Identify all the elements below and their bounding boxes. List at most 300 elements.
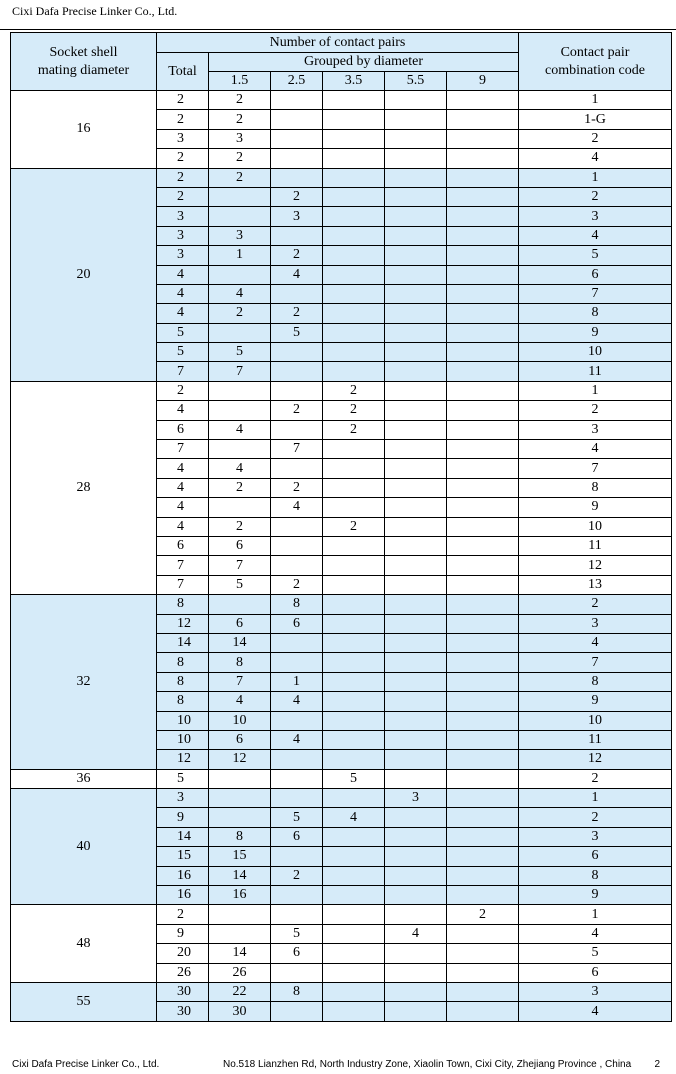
count-cell [447,187,519,206]
count-cell: 7 [271,440,323,459]
count-cell: 2 [271,575,323,594]
code-cell: 12 [519,750,672,769]
total-cell: 2 [157,91,209,110]
count-cell: 26 [209,963,271,982]
count-cell [323,149,385,168]
count-cell [385,905,447,924]
count-cell: 4 [209,284,271,303]
count-cell [323,750,385,769]
code-cell: 1 [519,789,672,808]
code-cell: 5 [519,944,672,963]
table-header [11,33,672,91]
count-cell [385,343,447,362]
count-cell: 2 [271,304,323,323]
count-cell [209,924,271,943]
total-cell: 15 [157,847,209,866]
count-cell [323,614,385,633]
count-cell [271,556,323,575]
table-row [11,769,672,788]
total-cell: 14 [157,633,209,652]
count-cell: 4 [209,459,271,478]
count-cell [385,769,447,788]
total-cell: 4 [157,517,209,536]
count-cell [447,827,519,846]
count-cell [447,207,519,226]
count-cell [447,304,519,323]
header-diameter: 2.5 [271,72,323,91]
count-cell [447,633,519,652]
header-grouped: Grouped by diameter [209,53,519,72]
count-cell [447,129,519,148]
total-cell: 5 [157,769,209,788]
count-cell [447,459,519,478]
code-cell: 3 [519,982,672,1001]
code-cell: 1 [519,91,672,110]
count-cell [447,91,519,110]
count-cell [323,168,385,187]
socket-diameter-cell: 28 [11,381,157,594]
total-cell: 4 [157,478,209,497]
count-cell [447,789,519,808]
total-cell: 4 [157,304,209,323]
count-cell [385,982,447,1001]
count-cell [385,1002,447,1021]
code-cell: 8 [519,478,672,497]
count-cell [271,769,323,788]
total-cell: 5 [157,323,209,342]
table-row [11,905,672,924]
count-cell [447,730,519,749]
table-row [11,91,672,110]
count-cell: 5 [209,343,271,362]
count-cell [271,886,323,905]
total-cell: 20 [157,944,209,963]
count-cell [447,924,519,943]
count-cell [385,556,447,575]
total-cell: 12 [157,614,209,633]
total-cell: 8 [157,653,209,672]
count-cell [323,886,385,905]
total-cell: 10 [157,711,209,730]
socket-diameter-cell: 16 [11,91,157,169]
total-cell: 3 [157,789,209,808]
count-cell [447,517,519,536]
code-cell: 6 [519,847,672,866]
count-cell: 2 [271,866,323,885]
code-cell: 3 [519,420,672,439]
count-cell [447,343,519,362]
count-cell [385,91,447,110]
total-cell: 9 [157,924,209,943]
count-cell [385,362,447,381]
count-cell [323,343,385,362]
count-cell: 8 [209,827,271,846]
count-cell [271,168,323,187]
socket-diameter-cell: 32 [11,595,157,770]
total-cell: 7 [157,575,209,594]
count-cell [323,440,385,459]
count-cell: 5 [271,924,323,943]
count-cell: 5 [323,769,385,788]
count-cell [385,517,447,536]
table-row [11,381,672,400]
count-cell [447,1002,519,1021]
code-cell: 6 [519,963,672,982]
count-cell [447,226,519,245]
total-cell: 2 [157,381,209,400]
count-cell [385,265,447,284]
total-cell: 30 [157,982,209,1001]
count-cell [209,440,271,459]
code-cell: 9 [519,692,672,711]
code-cell: 4 [519,924,672,943]
count-cell [271,284,323,303]
total-cell: 2 [157,149,209,168]
total-cell: 4 [157,284,209,303]
count-cell [385,614,447,633]
count-cell [323,536,385,555]
count-cell [385,730,447,749]
count-cell: 16 [209,886,271,905]
count-cell: 2 [209,110,271,129]
count-cell [209,905,271,924]
count-cell: 14 [209,866,271,885]
count-cell: 2 [209,168,271,187]
header-diameter: 9 [447,72,519,91]
count-cell [385,575,447,594]
count-cell: 3 [271,207,323,226]
code-cell: 13 [519,575,672,594]
count-cell: 2 [447,905,519,924]
header-divider [0,29,676,30]
count-cell: 2 [209,149,271,168]
count-cell [271,711,323,730]
count-cell: 6 [209,730,271,749]
count-cell: 6 [271,827,323,846]
count-cell [447,323,519,342]
code-cell: 8 [519,672,672,691]
count-cell: 2 [209,304,271,323]
count-cell [271,226,323,245]
total-cell: 2 [157,110,209,129]
count-cell [271,381,323,400]
total-cell: 4 [157,459,209,478]
count-cell: 4 [271,498,323,517]
count-cell [209,207,271,226]
count-cell [385,381,447,400]
count-cell: 30 [209,1002,271,1021]
count-cell [385,595,447,614]
total-cell: 4 [157,265,209,284]
count-cell [271,362,323,381]
total-cell: 3 [157,246,209,265]
count-cell [323,730,385,749]
count-cell: 15 [209,847,271,866]
count-cell [447,866,519,885]
code-cell: 3 [519,207,672,226]
code-cell: 4 [519,149,672,168]
count-cell [447,944,519,963]
code-cell: 10 [519,517,672,536]
count-cell [271,750,323,769]
count-cell: 6 [271,944,323,963]
total-cell: 9 [157,808,209,827]
code-cell: 6 [519,265,672,284]
count-cell: 8 [271,982,323,1001]
count-cell [209,381,271,400]
code-cell: 3 [519,614,672,633]
count-cell [385,536,447,555]
count-cell [385,246,447,265]
count-cell [323,711,385,730]
count-cell: 10 [209,711,271,730]
table-row [11,595,672,614]
count-cell [323,304,385,323]
count-cell [447,265,519,284]
count-cell [323,187,385,206]
count-cell [209,401,271,420]
count-cell [385,750,447,769]
code-cell: 10 [519,343,672,362]
count-cell [447,362,519,381]
count-cell [323,129,385,148]
total-cell: 30 [157,1002,209,1021]
count-cell [323,982,385,1001]
count-cell: 22 [209,982,271,1001]
count-cell: 2 [209,517,271,536]
code-cell: 8 [519,866,672,885]
socket-diameter-cell: 48 [11,905,157,983]
code-cell: 4 [519,226,672,245]
count-cell [209,769,271,788]
count-cell [385,711,447,730]
count-cell: 12 [209,750,271,769]
total-cell: 16 [157,866,209,885]
count-cell [447,168,519,187]
count-cell [385,498,447,517]
count-cell [447,536,519,555]
count-cell [385,672,447,691]
count-cell [385,284,447,303]
count-cell [271,129,323,148]
code-cell: 4 [519,440,672,459]
count-cell: 5 [271,808,323,827]
count-cell [323,789,385,808]
count-cell [447,381,519,400]
count-cell [385,886,447,905]
code-cell: 9 [519,323,672,342]
count-cell [385,420,447,439]
code-cell: 2 [519,187,672,206]
count-cell: 14 [209,633,271,652]
count-cell [323,633,385,652]
contact-pair-table [10,32,672,1022]
socket-diameter-cell: 55 [11,982,157,1021]
count-cell: 1 [271,672,323,691]
count-cell: 6 [271,614,323,633]
count-cell: 7 [209,672,271,691]
code-cell: 1 [519,381,672,400]
count-cell [323,362,385,381]
total-cell: 7 [157,556,209,575]
count-cell [447,401,519,420]
count-cell: 2 [323,401,385,420]
code-cell: 11 [519,730,672,749]
total-cell: 6 [157,420,209,439]
total-cell: 8 [157,595,209,614]
count-cell [323,459,385,478]
count-cell [385,226,447,245]
count-cell [447,963,519,982]
count-cell [385,866,447,885]
count-cell [271,420,323,439]
count-cell: 6 [209,614,271,633]
count-cell: 8 [209,653,271,672]
count-cell: 3 [209,226,271,245]
footer-company: Cixi Dafa Precise Linker Co., Ltd. [12,1059,160,1070]
code-cell: 7 [519,653,672,672]
count-cell: 2 [271,478,323,497]
count-cell: 4 [323,808,385,827]
header-combination-code: Contact pair combination code [519,33,672,91]
count-cell [447,149,519,168]
count-cell [323,653,385,672]
total-cell: 12 [157,750,209,769]
code-cell: 2 [519,808,672,827]
count-cell [447,672,519,691]
count-cell [323,595,385,614]
count-cell [385,692,447,711]
count-cell [385,168,447,187]
count-cell [271,149,323,168]
count-cell [323,672,385,691]
table-row [11,982,672,1001]
count-cell [323,556,385,575]
code-cell: 4 [519,1002,672,1021]
count-cell [271,1002,323,1021]
total-cell: 7 [157,440,209,459]
count-cell [323,246,385,265]
count-cell [323,866,385,885]
count-cell: 4 [385,924,447,943]
count-cell [271,963,323,982]
total-cell: 4 [157,498,209,517]
count-cell [323,905,385,924]
count-cell [271,633,323,652]
count-cell [385,440,447,459]
total-cell: 5 [157,343,209,362]
socket-diameter-cell: 40 [11,789,157,905]
count-cell [447,614,519,633]
count-cell [323,226,385,245]
code-cell: 8 [519,304,672,323]
footer-address: No.518 Lianzhen Rd, North Industry Zone, Xiaolin Town, Cixi City, Zhejiang Province , China [223,1059,632,1070]
code-cell: 3 [519,827,672,846]
count-cell [385,207,447,226]
count-cell [447,595,519,614]
count-cell [209,498,271,517]
count-cell [271,459,323,478]
count-cell [447,110,519,129]
count-cell: 7 [209,556,271,575]
count-cell: 5 [271,323,323,342]
count-cell [385,459,447,478]
count-cell: 8 [271,595,323,614]
count-cell [385,808,447,827]
code-cell: 2 [519,129,672,148]
count-cell [323,265,385,284]
count-cell [209,265,271,284]
total-cell: 14 [157,827,209,846]
count-cell [271,517,323,536]
count-cell [271,536,323,555]
total-cell: 3 [157,207,209,226]
code-cell: 9 [519,498,672,517]
total-cell: 10 [157,730,209,749]
count-cell: 2 [271,187,323,206]
count-cell [323,91,385,110]
code-cell: 10 [519,711,672,730]
count-cell [447,982,519,1001]
count-cell [447,440,519,459]
count-cell: 1 [209,246,271,265]
count-cell [323,692,385,711]
count-cell [209,187,271,206]
table-body [11,91,672,1022]
count-cell: 2 [209,91,271,110]
count-cell [447,478,519,497]
count-cell [271,905,323,924]
count-cell [385,827,447,846]
count-cell [209,808,271,827]
page-header: Cixi Dafa Precise Linker Co., Ltd. [12,4,178,18]
count-cell: 4 [209,420,271,439]
count-cell: 2 [271,401,323,420]
socket-diameter-cell: 36 [11,769,157,788]
count-cell: 4 [271,730,323,749]
count-cell [385,110,447,129]
count-cell [323,827,385,846]
code-cell: 1 [519,168,672,187]
code-cell: 2 [519,769,672,788]
total-cell: 16 [157,886,209,905]
count-cell [209,595,271,614]
count-cell [323,847,385,866]
count-cell [323,498,385,517]
count-cell [385,401,447,420]
count-cell [447,556,519,575]
count-cell [447,498,519,517]
count-cell [447,653,519,672]
count-cell [271,110,323,129]
count-cell [385,323,447,342]
socket-diameter-cell: 20 [11,168,157,381]
count-cell [385,653,447,672]
count-cell: 4 [209,692,271,711]
count-cell [447,575,519,594]
code-cell: 7 [519,459,672,478]
code-cell: 2 [519,595,672,614]
count-cell [447,420,519,439]
count-cell [271,789,323,808]
count-cell [447,808,519,827]
total-cell: 2 [157,168,209,187]
count-cell: 7 [209,362,271,381]
total-cell: 8 [157,672,209,691]
count-cell [323,963,385,982]
count-cell [447,692,519,711]
header-total: Total [157,53,209,91]
